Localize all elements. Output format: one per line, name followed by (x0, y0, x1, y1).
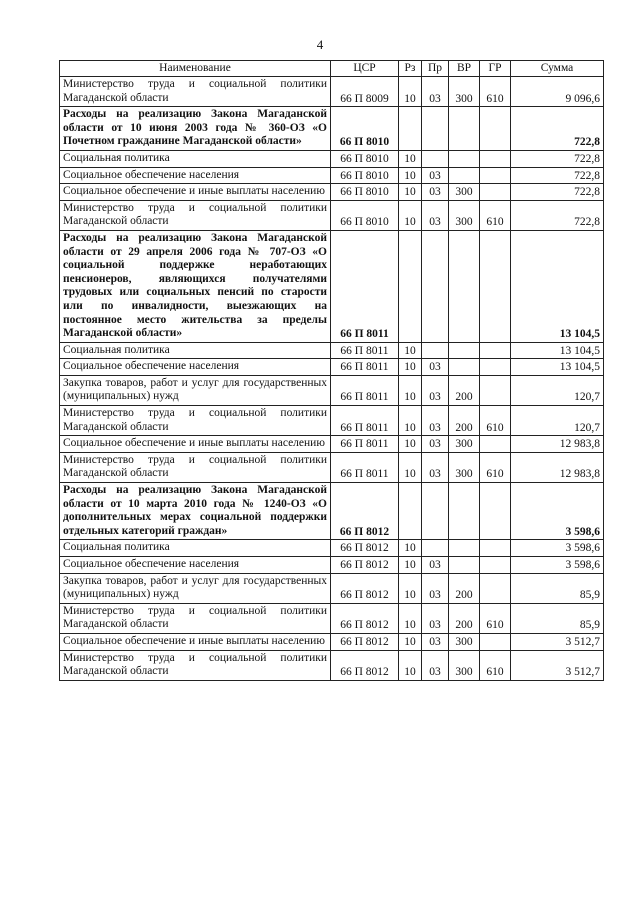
cell-vr (449, 359, 480, 376)
cell-vr: 200 (449, 603, 480, 633)
cell-pr: 03 (422, 167, 449, 184)
table-row-section (60, 483, 604, 540)
cell-vr (449, 557, 480, 574)
cell-vr (449, 167, 480, 184)
table-body (60, 77, 604, 681)
cell-csr: 66 П 8010 (331, 167, 399, 184)
cell-vr: 200 (449, 573, 480, 603)
cell-name: Социальное обеспечение населения (60, 557, 331, 574)
cell-name: Министерство труда и социальной политики Магаданской области (60, 650, 331, 680)
cell-sum: 120,7 (511, 375, 604, 405)
cell-rz: 10 (399, 342, 422, 359)
cell-name: Закупка товаров, работ и услуг для государственных (муниципальных) нужд (60, 573, 331, 603)
cell-vr (449, 107, 480, 151)
budget-table (59, 60, 604, 681)
cell-gr (480, 359, 511, 376)
table-row-section (60, 230, 604, 342)
cell-csr: 66 П 8010 (331, 150, 399, 167)
cell-csr: 66 П 8011 (331, 359, 399, 376)
header-sum: Сумма (511, 61, 604, 77)
table-row (60, 603, 604, 633)
cell-pr: 03 (422, 406, 449, 436)
cell-csr: 66 П 8011 (331, 342, 399, 359)
table-row (60, 452, 604, 482)
table-header-row (60, 61, 604, 77)
cell-rz (399, 107, 422, 151)
cell-rz: 10 (399, 167, 422, 184)
cell-vr: 300 (449, 77, 480, 107)
cell-csr: 66 П 8012 (331, 573, 399, 603)
cell-pr (422, 150, 449, 167)
cell-csr: 66 П 8012 (331, 540, 399, 557)
table-row (60, 359, 604, 376)
page-number: 4 (316, 37, 324, 52)
cell-gr (480, 483, 511, 540)
cell-csr: 66 П 8011 (331, 230, 399, 342)
cell-sum: 120,7 (511, 406, 604, 436)
header-vr: ВР (449, 61, 480, 77)
cell-vr (449, 540, 480, 557)
cell-rz: 10 (399, 452, 422, 482)
header-csr: ЦСР (331, 61, 399, 77)
cell-name: Социальное обеспечение и иные выплаты населению (60, 436, 331, 453)
cell-sum: 3 512,7 (511, 650, 604, 680)
cell-rz: 10 (399, 150, 422, 167)
cell-gr (480, 230, 511, 342)
cell-vr: 200 (449, 375, 480, 405)
cell-gr: 610 (480, 650, 511, 680)
cell-sum: 12 983,8 (511, 436, 604, 453)
cell-pr: 03 (422, 200, 449, 230)
cell-gr (480, 633, 511, 650)
cell-rz: 10 (399, 184, 422, 201)
cell-gr (480, 184, 511, 201)
table-row (60, 633, 604, 650)
cell-rz: 10 (399, 557, 422, 574)
cell-pr: 03 (422, 603, 449, 633)
table-row (60, 406, 604, 436)
cell-name: Социальное обеспечение и иные выплаты населению (60, 184, 331, 201)
cell-csr: 66 П 8010 (331, 184, 399, 201)
cell-csr: 66 П 8011 (331, 452, 399, 482)
cell-csr: 66 П 8011 (331, 375, 399, 405)
cell-rz: 10 (399, 436, 422, 453)
cell-name: Министерство труда и социальной политики Магаданской области (60, 200, 331, 230)
cell-gr (480, 557, 511, 574)
cell-vr: 200 (449, 406, 480, 436)
cell-pr (422, 342, 449, 359)
cell-sum: 12 983,8 (511, 452, 604, 482)
cell-csr: 66 П 8011 (331, 406, 399, 436)
table-row (60, 540, 604, 557)
cell-name: Социальное обеспечение и иные выплаты населению (60, 633, 331, 650)
cell-gr: 610 (480, 603, 511, 633)
cell-vr: 300 (449, 184, 480, 201)
cell-name: Закупка товаров, работ и услуг для государственных (муниципальных) нужд (60, 375, 331, 405)
cell-gr (480, 150, 511, 167)
cell-name: Расходы на реализацию Закона Магаданской области от 10 июня 2003 года № 360-ОЗ «О Почетном гражданине Магаданской области» (60, 107, 331, 151)
cell-pr: 03 (422, 359, 449, 376)
cell-pr: 03 (422, 557, 449, 574)
cell-csr: 66 П 8012 (331, 483, 399, 540)
cell-vr (449, 230, 480, 342)
cell-rz (399, 230, 422, 342)
cell-rz: 10 (399, 359, 422, 376)
cell-csr: 66 П 8012 (331, 557, 399, 574)
cell-sum: 722,8 (511, 150, 604, 167)
cell-csr: 66 П 8012 (331, 650, 399, 680)
table-row (60, 436, 604, 453)
cell-gr (480, 167, 511, 184)
cell-sum: 85,9 (511, 603, 604, 633)
table-row (60, 200, 604, 230)
header-pr: Пр (422, 61, 449, 77)
cell-sum: 13 104,5 (511, 359, 604, 376)
cell-pr (422, 483, 449, 540)
cell-gr: 610 (480, 200, 511, 230)
cell-sum: 3 598,6 (511, 557, 604, 574)
cell-name: Социальная политика (60, 540, 331, 557)
cell-pr: 03 (422, 184, 449, 201)
cell-pr (422, 230, 449, 342)
cell-csr: 66 П 8010 (331, 200, 399, 230)
cell-vr: 300 (449, 452, 480, 482)
cell-gr (480, 342, 511, 359)
cell-pr: 03 (422, 573, 449, 603)
cell-pr (422, 540, 449, 557)
cell-sum: 85,9 (511, 573, 604, 603)
table-row (60, 375, 604, 405)
cell-sum: 13 104,5 (511, 342, 604, 359)
cell-vr (449, 342, 480, 359)
cell-sum: 722,8 (511, 184, 604, 201)
cell-sum: 3 512,7 (511, 633, 604, 650)
cell-vr (449, 483, 480, 540)
cell-name: Министерство труда и социальной политики Магаданской области (60, 452, 331, 482)
cell-rz: 10 (399, 573, 422, 603)
cell-rz: 10 (399, 406, 422, 436)
header-rz: Рз (399, 61, 422, 77)
cell-pr: 03 (422, 452, 449, 482)
cell-name: Социальная политика (60, 342, 331, 359)
cell-pr: 03 (422, 633, 449, 650)
cell-sum: 3 598,6 (511, 483, 604, 540)
cell-name: Социальное обеспечение населения (60, 167, 331, 184)
table-row (60, 573, 604, 603)
table-row (60, 150, 604, 167)
table-row (60, 77, 604, 107)
cell-name: Расходы на реализацию Закона Магаданской области от 10 марта 2010 года № 1240-ОЗ «О дополнительных мерах социальной поддержки отдельных категорий граждан» (60, 483, 331, 540)
cell-csr: 66 П 8010 (331, 107, 399, 151)
cell-rz: 10 (399, 77, 422, 107)
header-gr: ГР (480, 61, 511, 77)
table-row (60, 184, 604, 201)
cell-sum: 722,8 (511, 167, 604, 184)
cell-gr (480, 107, 511, 151)
cell-name: Расходы на реализацию Закона Магаданской области от 29 апреля 2006 года № 707-ОЗ «О социальной поддержке неработающих пенсионеров, являющихся получателями трудовых или социальных пенсий по старости или по инвалидности, выезжающих на постоянное место жительства за пределы Магаданской области» (60, 230, 331, 342)
cell-pr: 03 (422, 650, 449, 680)
cell-rz: 10 (399, 375, 422, 405)
cell-sum: 3 598,6 (511, 540, 604, 557)
header-name: Наименование (60, 61, 331, 77)
cell-vr: 300 (449, 633, 480, 650)
cell-gr: 610 (480, 77, 511, 107)
cell-name: Социальное обеспечение населения (60, 359, 331, 376)
cell-sum: 9 096,6 (511, 77, 604, 107)
cell-csr: 66 П 8012 (331, 633, 399, 650)
table-row (60, 650, 604, 680)
table-row (60, 342, 604, 359)
cell-csr: 66 П 8011 (331, 436, 399, 453)
cell-sum: 13 104,5 (511, 230, 604, 342)
cell-pr: 03 (422, 77, 449, 107)
cell-rz: 10 (399, 633, 422, 650)
cell-rz (399, 483, 422, 540)
cell-sum: 722,8 (511, 200, 604, 230)
cell-gr (480, 436, 511, 453)
cell-name: Социальная политика (60, 150, 331, 167)
cell-gr: 610 (480, 406, 511, 436)
cell-csr: 66 П 8012 (331, 603, 399, 633)
cell-sum: 722,8 (511, 107, 604, 151)
cell-csr: 66 П 8009 (331, 77, 399, 107)
cell-name: Министерство труда и социальной политики Магаданской области (60, 603, 331, 633)
cell-rz: 10 (399, 603, 422, 633)
cell-gr (480, 573, 511, 603)
cell-rz: 10 (399, 540, 422, 557)
cell-name: Министерство труда и социальной политики Магаданской области (60, 77, 331, 107)
cell-pr: 03 (422, 436, 449, 453)
cell-vr: 300 (449, 650, 480, 680)
cell-gr: 610 (480, 452, 511, 482)
cell-vr (449, 150, 480, 167)
cell-vr: 300 (449, 200, 480, 230)
cell-vr: 300 (449, 436, 480, 453)
table-row-section (60, 107, 604, 151)
cell-rz: 10 (399, 650, 422, 680)
cell-pr: 03 (422, 375, 449, 405)
cell-gr (480, 375, 511, 405)
table-row (60, 167, 604, 184)
cell-gr (480, 540, 511, 557)
cell-name: Министерство труда и социальной политики Магаданской области (60, 406, 331, 436)
cell-pr (422, 107, 449, 151)
table-row (60, 557, 604, 574)
cell-rz: 10 (399, 200, 422, 230)
